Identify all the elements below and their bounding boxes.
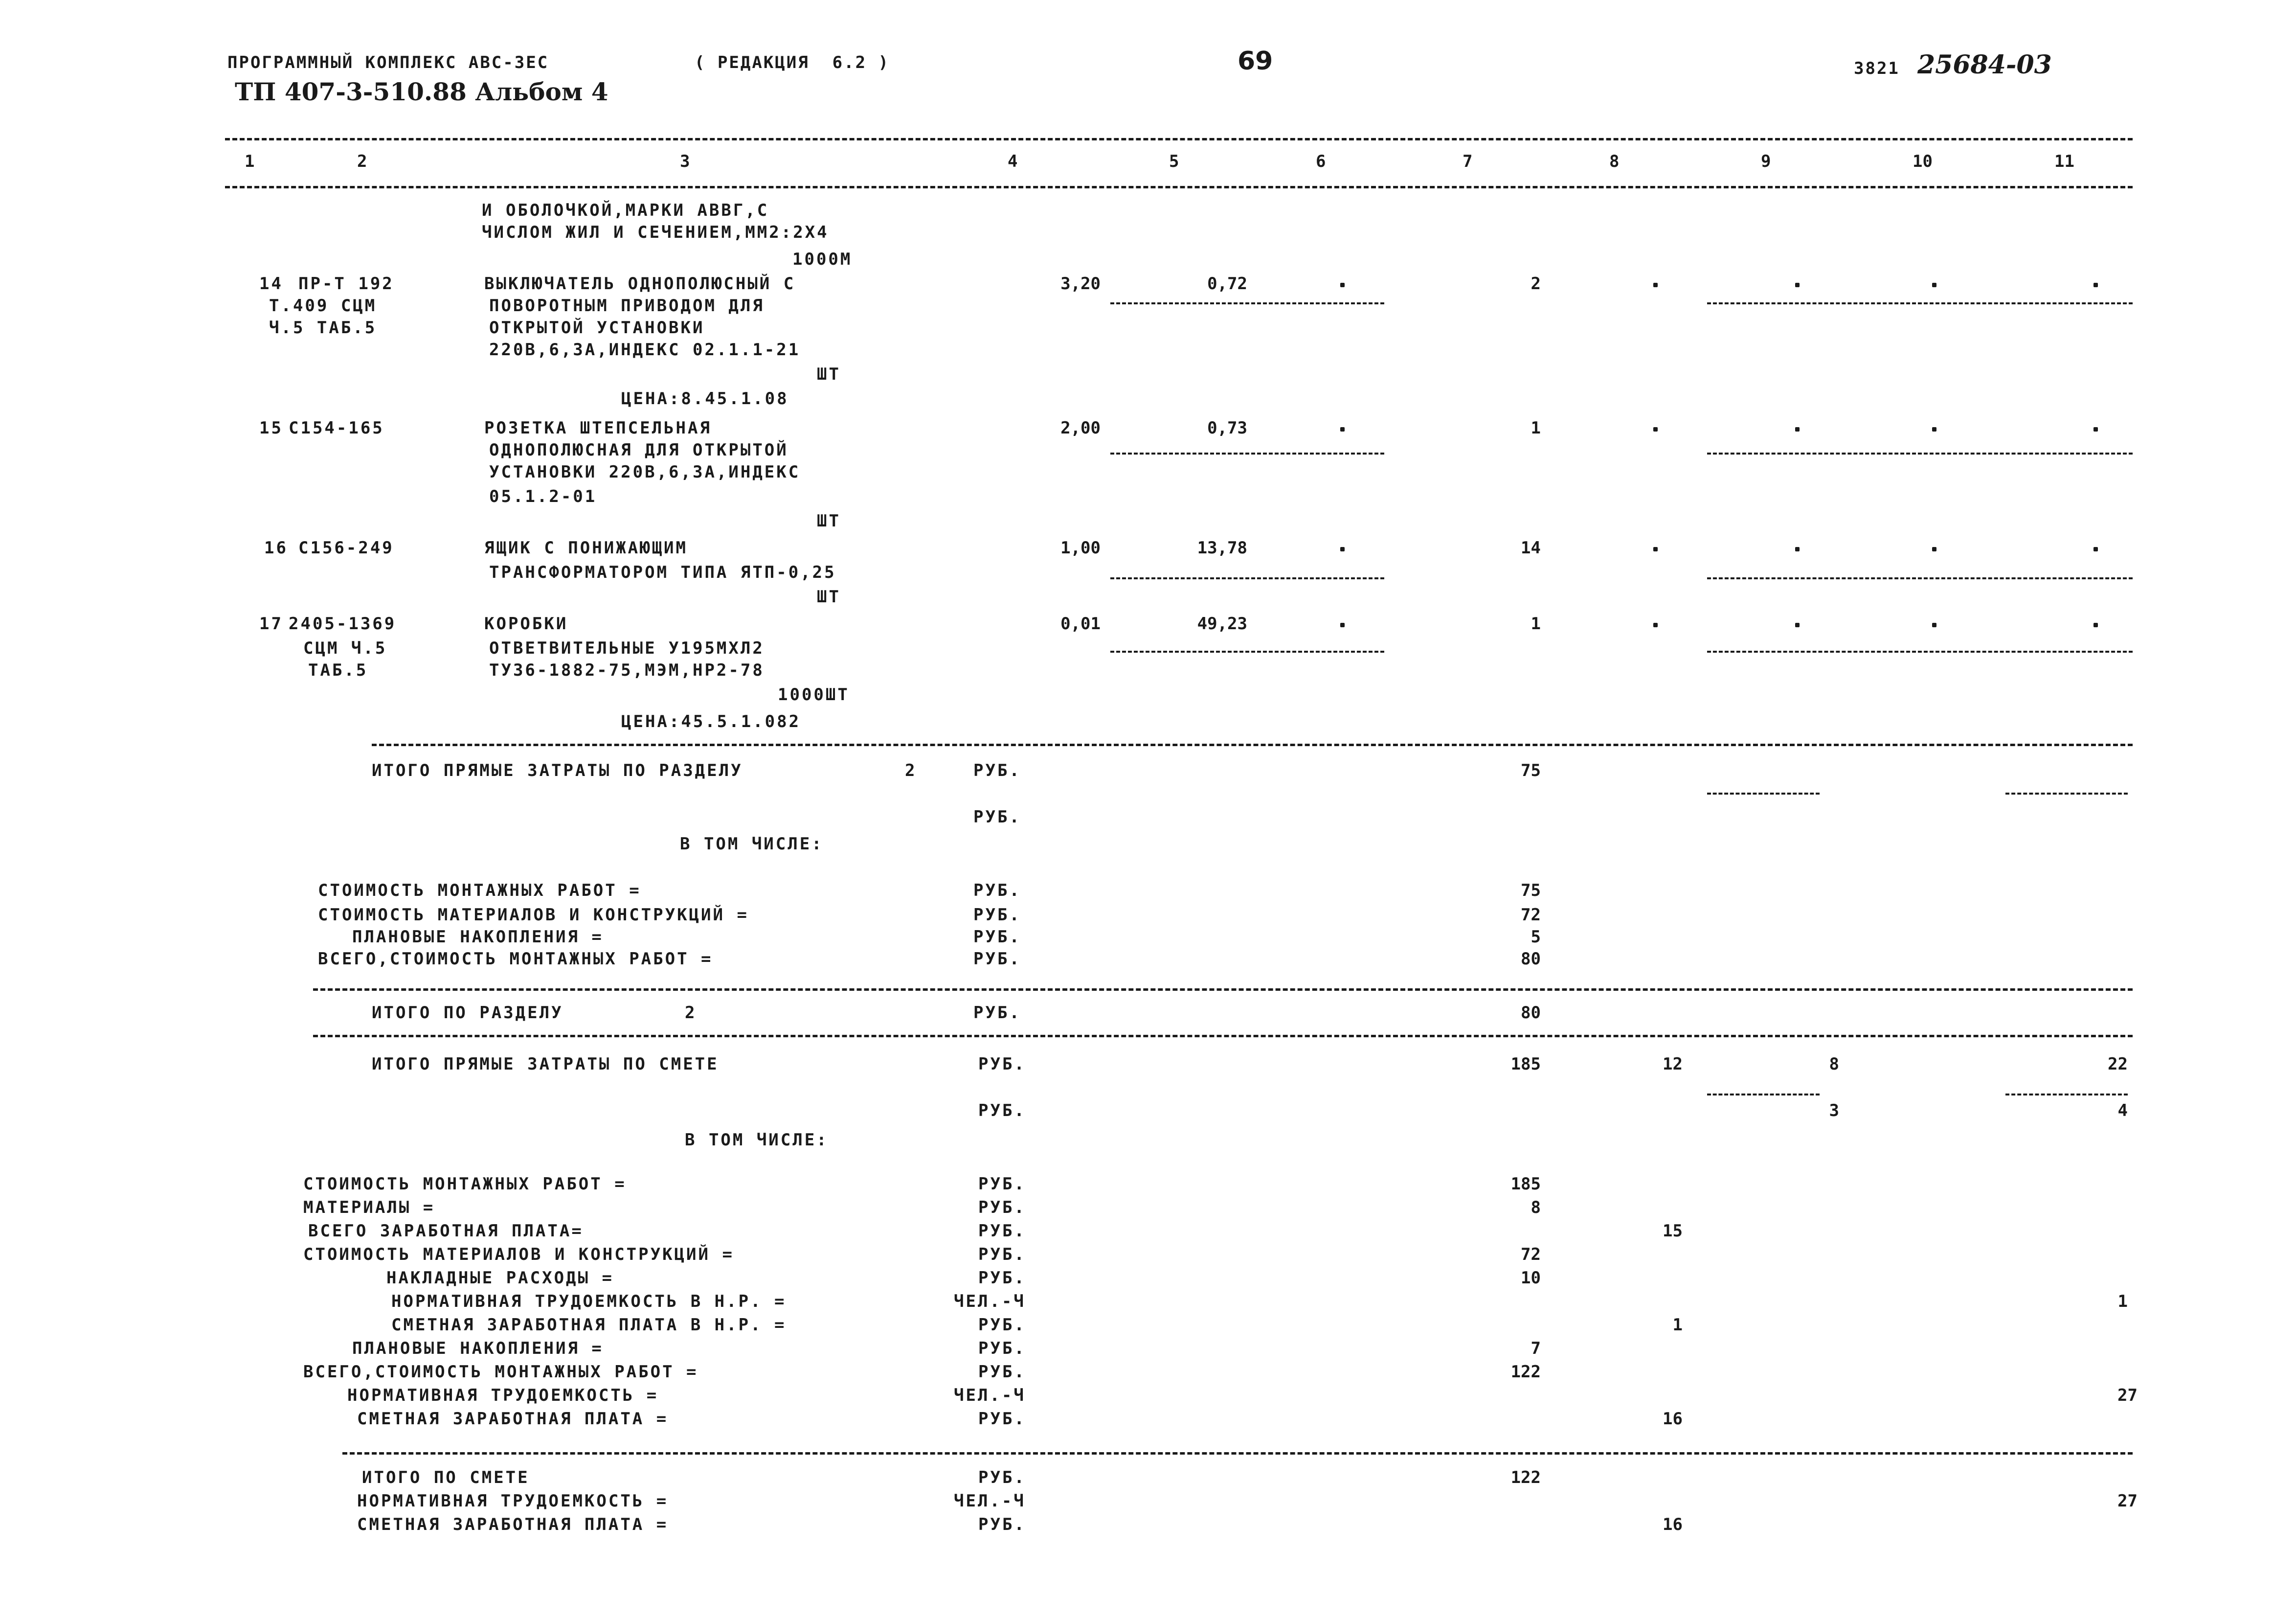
estimate-row-label: НОРМАТИВНАЯ ТРУДОЕМКОСТЬ В Н.Р. = (391, 1292, 787, 1311)
empty-cell-dot (2093, 283, 2098, 287)
estimate-row-label: ВСЕГО ЗАРАБОТНАЯ ПЛАТА= (308, 1221, 584, 1241)
item-unit: ШТ (817, 587, 841, 607)
item-qty: 1,00 (1060, 538, 1101, 558)
header-top-rule (225, 138, 2133, 140)
col-7: 7 (1463, 152, 1473, 171)
section-sum-no: 2 (685, 1003, 697, 1023)
item-qty: 0,01 (1060, 614, 1101, 634)
estimate-total-c11b: 4 (2117, 1101, 2128, 1120)
estimate-row-unit: РУБ. (978, 1315, 1026, 1335)
final-row-unit: РУБ. (978, 1468, 1026, 1487)
section-row-unit: РУБ. (973, 949, 1021, 969)
estimate-total-label: ИТОГО ПРЯМЫЕ ЗАТРАТЫ ПО СМЕТЕ (372, 1054, 719, 1074)
cell-sub-rule (1707, 651, 2133, 653)
empty-cell-dot (1340, 283, 1345, 287)
estimate-row-label: МАТЕРИАЛЫ = (303, 1198, 435, 1217)
estimate-total-c9b: 3 (1829, 1101, 1839, 1120)
item-desc: ТРАНСФОРМАТОРОМ ТИПА ЯТП-0,25 (489, 563, 836, 582)
estimate-total-unit2: РУБ. (978, 1101, 1026, 1120)
empty-cell-dot (1653, 427, 1658, 432)
estimate-row-unit: ЧЕЛ.-Ч (954, 1386, 1026, 1405)
empty-cell-dot (1653, 283, 1658, 287)
item-unit: 1000ШТ (778, 685, 850, 705)
final-row-label: ИТОГО ПО СМЕТЕ (362, 1468, 530, 1487)
section-row-unit: РУБ. (973, 927, 1021, 947)
estimate-row-c11: 1 (2117, 1292, 2128, 1311)
estimate-row-c7: 10 (1521, 1268, 1541, 1288)
final-row-unit: ЧЕЛ.-Ч (954, 1491, 1026, 1511)
col-8: 8 (1609, 152, 1620, 171)
estimate-row-unit: РУБ. (978, 1198, 1026, 1217)
page-number: 69 (1238, 46, 1273, 76)
item-number: 14 (259, 274, 283, 294)
item-desc: 220В,6,3А,ИНДЕКС 02.1.1-21 (489, 340, 801, 360)
item-desc: ОДНОПОЛЮСНАЯ ДЛЯ ОТКРЫТОЙ (489, 440, 788, 460)
item-desc: ОТКРЫТОЙ УСТАНОВКИ (489, 318, 705, 338)
section-row-c7: 72 (1521, 905, 1541, 925)
item-price: 13,78 (1197, 538, 1247, 558)
intro-line: 1000М (792, 250, 853, 269)
item-code: С156-249 (298, 538, 394, 558)
estimate-total-c7: 185 (1510, 1054, 1541, 1074)
cell-sub-rule (1110, 651, 1384, 653)
estimate-row-c7: 8 (1531, 1198, 1541, 1217)
final-row-c8: 16 (1663, 1515, 1683, 1534)
item-code: Ч.5 ТАБ.5 (269, 318, 377, 338)
empty-cell-dot (1653, 623, 1658, 627)
cell-sub-rule (1707, 302, 2133, 304)
estimate-row-label: СТОИМОСТЬ МАТЕРИАЛОВ И КОНСТРУКЦИЙ = (303, 1245, 734, 1264)
item-price-index: ЦЕНА:45.5.1.082 (621, 712, 801, 731)
col-1: 1 (245, 152, 255, 171)
empty-cell-dot (1340, 427, 1345, 432)
estimate-row-unit: РУБ. (978, 1362, 1026, 1382)
program-title: ПРОГРАММНЫЙ КОМПЛЕКС АВС-3ЕС (227, 53, 549, 72)
item-desc: ОТВЕТВИТЕЛЬНЫЕ У195МХЛ2 (489, 638, 765, 658)
estimate-row-label: СМЕТНАЯ ЗАРАБОТНАЯ ПЛАТА В Н.Р. = (391, 1315, 787, 1335)
including-heading: В ТОМ ЧИСЛЕ: (685, 1130, 829, 1150)
section-row-c7: 75 (1521, 881, 1541, 900)
item-number: 17 (259, 614, 283, 634)
section-rule (372, 744, 2133, 746)
cell-sub-rule (1110, 453, 1384, 455)
item-desc: УСТАНОВКИ 220В,6,3А,ИНДЕКС (489, 462, 801, 482)
estimate-row-label: НАКЛАДНЫЕ РАСХОДЫ = (386, 1268, 614, 1288)
cell-sub-rule (1707, 453, 2133, 455)
col-10: 10 (1913, 152, 1933, 171)
estimate-row-unit: РУБ. (978, 1409, 1026, 1429)
item-desc: РОЗЕТКА ШТЕПСЕЛЬНАЯ (484, 418, 712, 438)
estimate-row-c8: 1 (1672, 1315, 1683, 1335)
col-5: 5 (1169, 152, 1179, 171)
section-row-c7: 80 (1521, 949, 1541, 969)
estimate-row-c7: 72 (1521, 1245, 1541, 1264)
estimate-row-label: СТОИМОСТЬ МОНТАЖНЫХ РАБОТ = (303, 1174, 627, 1194)
section-sum-unit: РУБ. (973, 1003, 1021, 1023)
empty-cell-dot (1932, 427, 1936, 432)
section-row-label: ПЛАНОВЫЕ НАКОПЛЕНИЯ = (352, 927, 604, 947)
empty-cell-dot (1340, 547, 1345, 551)
item-desc: ТУ36-1882-75,МЭМ,НР2-78 (489, 661, 765, 680)
estimate-row-c8: 16 (1663, 1409, 1683, 1429)
empty-cell-dot (1795, 547, 1800, 551)
item-desc: КОРОБКИ (484, 614, 568, 634)
empty-cell-dot (1932, 283, 1936, 287)
final-row-label: НОРМАТИВНАЯ ТРУДОЕМКОСТЬ = (357, 1491, 669, 1511)
section-sum-c7: 80 (1521, 1003, 1541, 1023)
estimate-total-c9: 8 (1829, 1054, 1839, 1074)
section-total-no: 2 (905, 761, 917, 780)
cell-sub-rule (1707, 1094, 1820, 1095)
estimate-row-unit: РУБ. (978, 1221, 1026, 1241)
estimate-row-label: ВСЕГО,СТОИМОСТЬ МОНТАЖНЫХ РАБОТ = (303, 1362, 698, 1382)
item-code: ПР-Т 192 (298, 274, 394, 294)
doc-prefix: 3821 (1854, 59, 1900, 78)
item-price-index: ЦЕНА:8.45.1.08 (621, 389, 789, 409)
cell-sub-rule (1110, 577, 1384, 579)
including-heading: В ТОМ ЧИСЛЕ: (680, 834, 824, 854)
item-desc: 05.1.2-01 (489, 487, 597, 506)
estimate-row-unit: ЧЕЛ.-Ч (954, 1292, 1026, 1311)
intro-line: ЧИСЛОМ ЖИЛ И СЕЧЕНИЕМ,ММ2:2Х4 (482, 223, 829, 242)
final-row-c7: 122 (1510, 1468, 1541, 1487)
cell-sub-rule (1707, 577, 2133, 579)
estimate-row-c7: 122 (1510, 1362, 1541, 1382)
empty-cell-dot (2093, 427, 2098, 432)
item-c7: 1 (1531, 418, 1541, 438)
final-row-c11: 27 (2117, 1491, 2138, 1511)
empty-cell-dot (1795, 427, 1800, 432)
empty-cell-dot (2093, 623, 2098, 627)
final-row-unit: РУБ. (978, 1515, 1026, 1534)
col-11: 11 (2054, 152, 2074, 171)
section-sum-rule (313, 988, 2133, 991)
item-code: С154-165 (289, 418, 384, 438)
empty-cell-dot (2093, 547, 2098, 551)
section-row-label: ВСЕГО,СТОИМОСТЬ МОНТАЖНЫХ РАБОТ = (318, 949, 713, 969)
estimate-row-c7: 185 (1510, 1174, 1541, 1194)
item-price: 49,23 (1197, 614, 1247, 634)
section-row-label: СТОИМОСТЬ МАТЕРИАЛОВ И КОНСТРУКЦИЙ = (318, 905, 749, 925)
empty-cell-dot (1795, 283, 1800, 287)
estimate-row-unit: РУБ. (978, 1339, 1026, 1358)
item-code: Т.409 СЦМ (269, 296, 377, 316)
album-title: ТП 407-3-510.88 Альбом 4 (235, 77, 608, 106)
doc-number: 25684-03 (1917, 50, 2052, 80)
empty-cell-dot (1653, 547, 1658, 551)
section-sum-label: ИТОГО ПО РАЗДЕЛУ (372, 1003, 563, 1023)
col-4: 4 (1008, 152, 1018, 171)
estimate-row-label: НОРМАТИВНАЯ ТРУДОЕМКОСТЬ = (347, 1386, 659, 1405)
cell-sub-rule (1707, 793, 1820, 795)
item-code: 2405-1369 (289, 614, 397, 634)
estimate-row-unit: РУБ. (978, 1268, 1026, 1288)
empty-cell-dot (1340, 623, 1345, 627)
cell-sub-rule (1110, 302, 1384, 304)
estimate-row-c8: 15 (1663, 1221, 1683, 1241)
item-number: 15 (259, 418, 283, 438)
section-total-label: ИТОГО ПРЯМЫЕ ЗАТРАТЫ ПО РАЗДЕЛУ (372, 761, 743, 780)
section-total-unit: РУБ. (973, 761, 1021, 780)
estimate-row-unit: РУБ. (978, 1174, 1026, 1194)
item-code: ТАБ.5 (308, 661, 368, 680)
item-unit: ШТ (817, 511, 841, 531)
col-3: 3 (680, 152, 690, 171)
col-6: 6 (1316, 152, 1326, 171)
item-c7: 1 (1531, 614, 1541, 634)
cell-sub-rule (2005, 1094, 2128, 1095)
item-code: СЦМ Ч.5 (303, 638, 387, 658)
estimate-row-label: ПЛАНОВЫЕ НАКОПЛЕНИЯ = (352, 1339, 604, 1358)
intro-line: И ОБОЛОЧКОЙ,МАРКИ АВВГ,С (482, 201, 769, 220)
item-qty: 3,20 (1060, 274, 1101, 294)
final-rule (342, 1452, 2133, 1455)
section-row-unit: РУБ. (973, 905, 1021, 925)
section-row-c7: 5 (1531, 927, 1541, 947)
item-desc: ПОВОРОТНЫМ ПРИВОДОМ ДЛЯ (489, 296, 765, 316)
final-row-label: СМЕТНАЯ ЗАРАБОТНАЯ ПЛАТА = (357, 1515, 669, 1534)
empty-cell-dot (1932, 547, 1936, 551)
estimate-total-unit: РУБ. (978, 1054, 1026, 1074)
cell-sub-rule (2005, 793, 2128, 795)
section-total-unit2: РУБ. (973, 807, 1021, 827)
estimate-rule (313, 1035, 2133, 1037)
edition-label: ( РЕДАКЦИЯ 6.2 ) (695, 53, 890, 72)
col-9: 9 (1761, 152, 1771, 171)
section-row-unit: РУБ. (973, 881, 1021, 900)
estimate-row-unit: РУБ. (978, 1245, 1026, 1264)
col-2: 2 (357, 152, 367, 171)
item-c7: 2 (1531, 274, 1541, 294)
estimate-row-label: СМЕТНАЯ ЗАРАБОТНАЯ ПЛАТА = (357, 1409, 669, 1429)
item-price: 0,73 (1207, 418, 1247, 438)
item-unit: ШТ (817, 365, 841, 384)
item-qty: 2,00 (1060, 418, 1101, 438)
estimate-row-c7: 7 (1531, 1339, 1541, 1358)
estimate-row-c11: 27 (2117, 1386, 2138, 1405)
item-price: 0,72 (1207, 274, 1247, 294)
empty-cell-dot (1795, 623, 1800, 627)
item-number: 16 (264, 538, 288, 558)
empty-cell-dot (1932, 623, 1936, 627)
estimate-total-c8: 12 (1663, 1054, 1683, 1074)
item-c7: 14 (1521, 538, 1541, 558)
estimate-total-c11: 22 (2108, 1054, 2128, 1074)
item-desc: ЯЩИК С ПОНИЖАЮЩИМ (484, 538, 688, 558)
section-row-label: СТОИМОСТЬ МОНТАЖНЫХ РАБОТ = (318, 881, 641, 900)
section-total-c7: 75 (1521, 761, 1541, 780)
header-bottom-rule (225, 186, 2133, 188)
item-desc: ВЫКЛЮЧАТЕЛЬ ОДНОПОЛЮСНЫЙ С (484, 274, 796, 294)
